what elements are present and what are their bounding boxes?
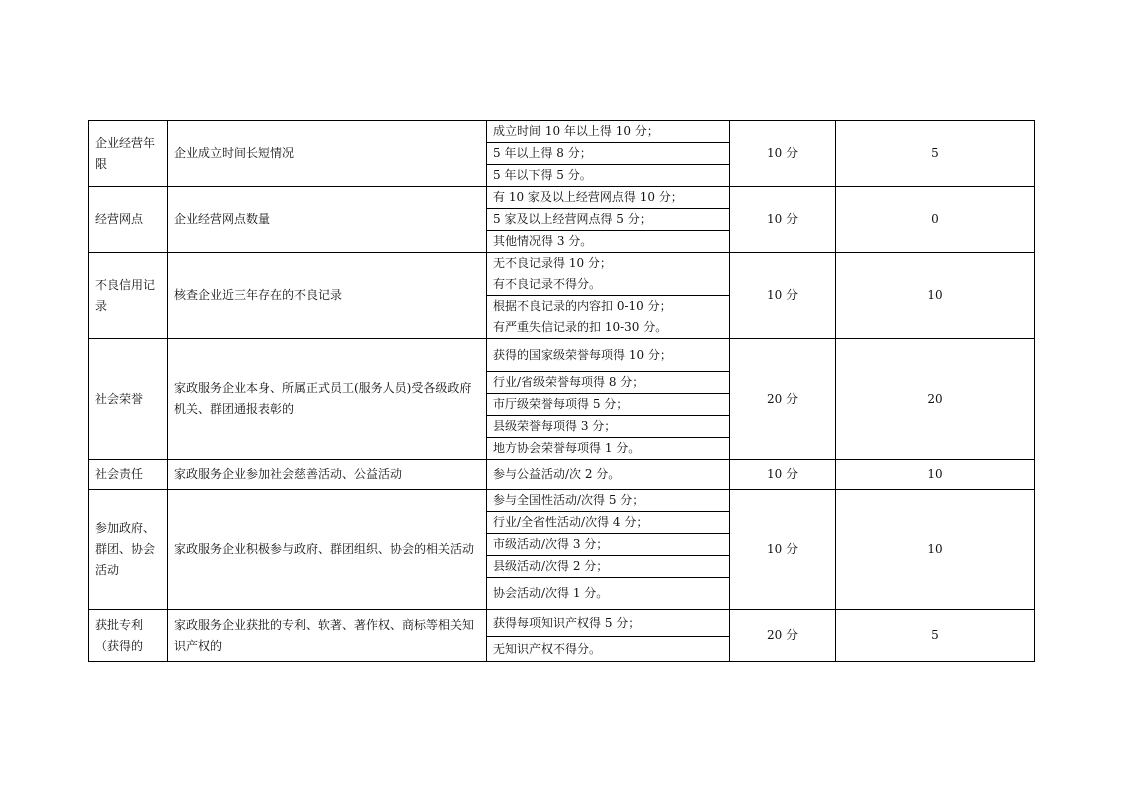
- scoring-table: [88, 120, 1035, 662]
- description-cell: 企业经营网点数量: [168, 187, 487, 253]
- description-cell: 家政服务企业本身、所属正式员工(服务人员)受各级政府机关、群团通报表彰的: [168, 339, 487, 460]
- criteria-cell: 获得的国家级荣誉每项得 10 分；: [487, 339, 730, 372]
- criteria-cell: 地方协会荣誉每项得 1 分。: [487, 438, 730, 460]
- criteria-cell: 参与全国性活动/次得 5 分；: [487, 490, 730, 512]
- category-cell: 社会责任: [89, 460, 168, 490]
- criteria-cell: 行业/省级荣誉每项得 8 分；: [487, 372, 730, 394]
- criteria-line: 根据不良记录的内容扣 0-10 分；: [493, 299, 672, 313]
- score-cell: 10: [836, 253, 1035, 339]
- criteria-cell: [487, 296, 730, 339]
- max-score-cell: 10 分: [730, 187, 836, 253]
- max-score-cell: 10 分: [730, 460, 836, 490]
- criteria-cell: 县级荣誉每项得 3 分；: [487, 416, 730, 438]
- description-cell: 企业成立时间长短情况: [168, 121, 487, 187]
- criteria-cell: 参与公益活动/次 2 分。: [487, 460, 730, 490]
- table-row: [89, 610, 1035, 637]
- criteria-cell: 县级活动/次得 2 分；: [487, 556, 730, 578]
- category-cell: 参加政府、群团、协会活动: [89, 490, 168, 610]
- score-cell: 10: [836, 460, 1035, 490]
- description-cell: 家政服务企业获批的专利、软著、著作权、商标等相关知识产权的: [168, 610, 487, 662]
- score-cell: 20: [836, 339, 1035, 460]
- criteria-line: 有严重失信记录的扣 10-30 分。: [493, 320, 668, 334]
- category-cell: 社会荣誉: [89, 339, 168, 460]
- criteria-cell: 协会活动/次得 1 分。: [487, 578, 730, 610]
- category-cell: 不良信用记录: [89, 253, 168, 339]
- table-row: [89, 187, 1035, 209]
- criteria-cell: 无知识产权不得分。: [487, 637, 730, 662]
- max-score-cell: 10 分: [730, 253, 836, 339]
- score-cell: 0: [836, 187, 1035, 253]
- criteria-cell: 获得每项知识产权得 5 分；: [487, 610, 730, 637]
- criteria-cell: 有 10 家及以上经营网点得 10 分；: [487, 187, 730, 209]
- score-cell: 5: [836, 121, 1035, 187]
- criteria-line: 有不良记录不得分。: [493, 277, 602, 291]
- criteria-cell: 5 年以下得 5 分。: [487, 165, 730, 187]
- table-row: [89, 121, 1035, 143]
- table-row: [89, 490, 1035, 512]
- max-score-cell: 20 分: [730, 339, 836, 460]
- category-cell: 企业经营年限: [89, 121, 168, 187]
- criteria-cell: [487, 253, 730, 296]
- table-row: [89, 460, 1035, 490]
- criteria-cell: 市级活动/次得 3 分；: [487, 534, 730, 556]
- criteria-cell: 其他情况得 3 分。: [487, 231, 730, 253]
- max-score-cell: 20 分: [730, 610, 836, 662]
- criteria-cell: 5 家及以上经营网点得 5 分；: [487, 209, 730, 231]
- description-cell: 家政服务企业积极参与政府、群团组织、协会的相关活动: [168, 490, 487, 610]
- criteria-cell: 市厅级荣誉每项得 5 分；: [487, 394, 730, 416]
- category-cell: 经营网点: [89, 187, 168, 253]
- max-score-cell: 10 分: [730, 121, 836, 187]
- criteria-cell: 成立时间 10 年以上得 10 分；: [487, 121, 730, 143]
- category-cell: 获批专利（获得的: [89, 610, 168, 662]
- score-cell: 10: [836, 490, 1035, 610]
- criteria-line: 无不良记录得 10 分；: [493, 256, 612, 270]
- criteria-cell: 行业/全省性活动/次得 4 分；: [487, 512, 730, 534]
- criteria-cell: 5 年以上得 8 分；: [487, 143, 730, 165]
- description-cell: 家政服务企业参加社会慈善活动、公益活动: [168, 460, 487, 490]
- max-score-cell: 10 分: [730, 490, 836, 610]
- table-row: [89, 253, 1035, 296]
- description-cell: 核查企业近三年存在的不良记录: [168, 253, 487, 339]
- table-row: [89, 339, 1035, 372]
- score-cell: 5: [836, 610, 1035, 662]
